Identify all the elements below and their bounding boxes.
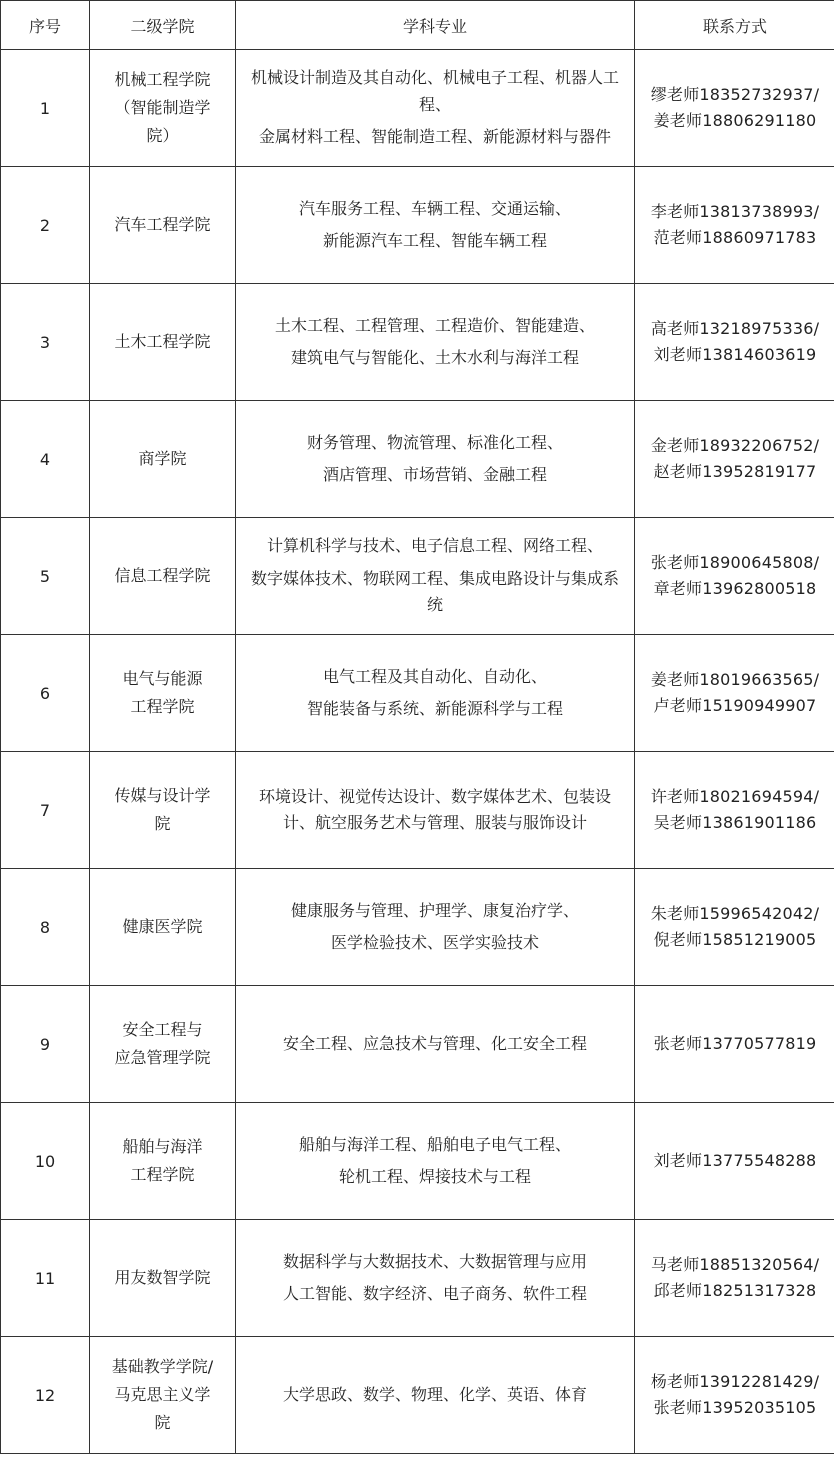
college-name-line: 信息工程学院 [114,566,211,585]
contact-info-cell [635,50,834,167]
contact-info-line: 姜老师18806291180 [653,111,817,130]
college-name-cell [90,1337,236,1454]
contact-info-line: 缪老师18352732937/ [650,84,820,104]
table-row [1,635,834,752]
college-name-cell [90,635,236,752]
contact-info-cell [635,1103,834,1220]
row-index: 3 [1,284,90,401]
majors-line: 汽车服务工程、车辆工程、交通运输、 [298,198,571,218]
majors-line: 数据科学与大数据技术、大数据管理与应用 [282,1251,587,1271]
college-name-line: 安全工程与 [122,1020,203,1039]
college-name-cell [90,869,236,986]
table-row [1,518,834,635]
table-row [1,1220,834,1337]
majors-cell [236,986,635,1103]
header-college: 二级学院 [90,1,236,50]
college-name-line: 院 [154,1413,171,1432]
contact-info-line: 张老师13770577819 [653,1033,817,1053]
college-name-line: 机械工程学院 [114,70,211,89]
row-index: 6 [1,635,90,752]
header-row [1,1,834,50]
college-name-cell [90,167,236,284]
majors-line: 建筑电气与智能化、土木水利与海洋工程 [290,348,579,367]
majors-cell [236,869,635,986]
college-name-line: 汽车工程学院 [114,215,211,234]
row-index: 11 [1,1220,90,1337]
majors-line: 轮机工程、焊接技术与工程 [338,1167,531,1186]
contact-info-line: 姜老师18019663565/ [650,669,820,689]
college-name-line: 健康医学院 [122,917,203,936]
college-name-line: 商学院 [138,449,187,468]
majors-line: 机械设计制造及其自动化、机械电子工程、机器人工程、 [250,68,619,114]
table-body [1,50,834,1454]
contact-info-line: 朱老师15996542042/ [650,903,820,923]
table-row [1,1103,834,1220]
majors-line: 财务管理、物流管理、标准化工程、 [306,432,563,452]
college-name-cell [90,284,236,401]
row-index: 5 [1,518,90,635]
majors-line: 新能源汽车工程、智能车辆工程 [322,231,547,250]
contact-info-line: 倪老师15851219005 [653,930,817,949]
college-name-line: 院） [146,126,179,145]
majors-cell [236,50,635,167]
majors-line: 土木工程、工程管理、工程造价、智能建造、 [274,315,595,335]
majors-cell [236,167,635,284]
table-row [1,50,834,167]
contact-info-line: 范老师18860971783 [653,228,817,247]
majors-line: 船舶与海洋工程、船舶电子电气工程、 [298,1134,571,1154]
contact-info-line: 章老师13962800518 [653,579,817,598]
college-name-cell [90,1103,236,1220]
college-name-line: 工程学院 [130,697,195,716]
table-row [1,167,834,284]
majors-line: 计算机科学与技术、电子信息工程、网络工程、 [266,536,603,556]
contact-info-line: 许老师18021694594/ [650,786,820,806]
majors-line: 人工智能、数字经济、电子商务、软件工程 [282,1284,587,1303]
contact-info-line: 赵老师13952819177 [653,462,817,481]
college-name-cell [90,1220,236,1337]
college-name-cell [90,50,236,167]
contact-info-line: 卢老师15190949907 [653,696,817,715]
row-index: 9 [1,986,90,1103]
majors-cell [236,1337,635,1454]
majors-line: 金属材料工程、智能制造工程、新能源材料与器件 [258,127,611,147]
college-name-line: 土木工程学院 [114,332,211,351]
contact-info-line: 吴老师13861901186 [653,813,817,832]
college-name-line: 传媒与设计学 [114,786,211,805]
majors-line: 数字媒体技术、物联网工程、集成电路设计与集成系统 [250,568,619,615]
row-index: 2 [1,167,90,284]
contact-info-line: 刘老师13775548288 [653,1150,817,1170]
row-index: 10 [1,1103,90,1220]
row-index: 8 [1,869,90,986]
table-row [1,752,834,869]
majors-cell [236,635,635,752]
contact-info-cell [635,1220,834,1337]
majors-line: 电气工程及其自动化、自动化、 [322,666,547,686]
majors-cell [236,401,635,518]
contact-info-cell [635,635,834,752]
majors-cell [236,518,635,635]
contact-info-line: 刘老师13814603619 [653,345,817,364]
college-name-line: 应急管理学院 [114,1048,211,1067]
contact-info-line: 杨老师13912281429/ [650,1371,820,1391]
contact-info-line: 张老师18900645808/ [650,552,820,572]
header-index: 序号 [1,1,90,50]
table-row [1,869,834,986]
college-name-line: 电气与能源 [122,669,203,688]
college-name-line: （智能制造学 [114,98,211,117]
table-row [1,986,834,1103]
majors-line: 健康服务与管理、护理学、康复治疗学、 [290,900,579,920]
row-index: 1 [1,50,90,167]
contact-info-cell [635,167,834,284]
table-row [1,401,834,518]
contact-info-line: 马老师18851320564/ [650,1254,820,1274]
header-majors: 学科专业 [236,1,635,50]
college-name-line: 船舶与海洋 [122,1137,203,1156]
contact-info-line: 邱老师18251317328 [653,1281,817,1300]
header-contact: 联系方式 [635,1,834,50]
majors-cell [236,1220,635,1337]
contact-info-line: 金老师18932206752/ [650,435,820,455]
row-index: 4 [1,401,90,518]
contact-info-cell [635,401,834,518]
majors-line: 酒店管理、市场营销、金融工程 [322,465,547,484]
contact-info-cell [635,1337,834,1454]
row-index: 7 [1,752,90,869]
college-name-cell [90,518,236,635]
majors-line: 环境设计、视觉传达设计、数字媒体艺术、包装设计、航空服务艺术与管理、服装与服饰设计 [258,786,611,832]
row-index: 12 [1,1337,90,1454]
majors-line: 安全工程、应急技术与管理、化工安全工程 [282,1033,587,1053]
table-row [1,284,834,401]
majors-cell [236,284,635,401]
contact-info-cell [635,284,834,401]
majors-line: 大学思政、数学、物理、化学、英语、体育 [282,1384,587,1404]
contact-info-cell [635,986,834,1103]
college-name-line: 用友数智学院 [114,1268,211,1287]
college-name-cell [90,986,236,1103]
contact-info-line: 高老师13218975336/ [650,318,820,338]
contact-info-cell [635,869,834,986]
majors-line: 智能装备与系统、新能源科学与工程 [306,699,563,718]
college-name-line: 工程学院 [130,1165,195,1184]
college-name-line: 基础教学学院/ [111,1357,214,1376]
table-row [1,1337,834,1454]
college-name-cell [90,752,236,869]
college-name-line: 马克思主义学 [114,1385,211,1404]
majors-cell [236,1103,635,1220]
contact-info-line: 李老师13813738993/ [650,201,820,221]
contact-info-line: 张老师13952035105 [653,1398,817,1417]
majors-line: 医学检验技术、医学实验技术 [330,933,539,952]
majors-cell [236,752,635,869]
college-name-line: 院 [154,814,171,833]
college-name-cell [90,401,236,518]
contact-info-cell [635,518,834,635]
contact-info-cell [635,752,834,869]
